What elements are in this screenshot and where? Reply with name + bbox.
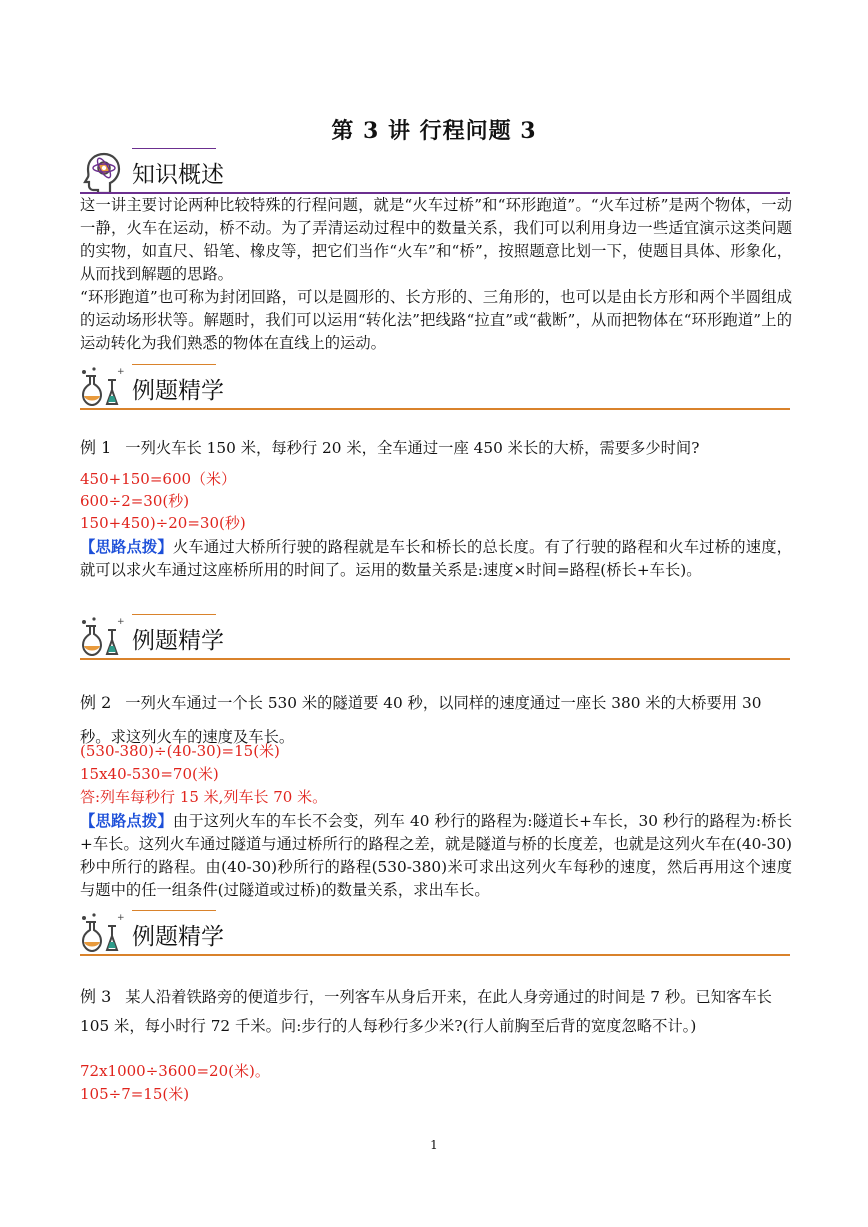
header-topline bbox=[132, 148, 216, 149]
section-rule bbox=[80, 658, 790, 660]
example-3-question bbox=[80, 982, 792, 1041]
header-topline bbox=[132, 910, 216, 911]
question-text: 一列火车长 150 米，每秒行 20 米，全车通过一座 450 米长的大桥，需要多少时间? bbox=[125, 439, 700, 457]
section-rule bbox=[80, 954, 790, 956]
question-text: 某人沿着铁路旁的便道步行，一列客车从身后开来，在此人身旁通过的时间是 7 秒。已知客车长 105 米，每小时行 72 千米。问:步行的人每秒行多少米?(行人前胸至后背的宽度忽略不计。) bbox=[80, 988, 772, 1035]
overview-paragraph-2: “环形跑道”也可称为封闭回路，可以是圆形的、长方形的、三角形的，也可以是由长方形和两个半圆组成的运动场形状等。解题时，我们可以运用“转化法”把线路“拉直”或“截断”，从而把物体在“环形跑道”上的运动转化为我们熟悉的物体在直线上的运动。 bbox=[80, 288, 792, 352]
example-label: 例 3 bbox=[80, 987, 112, 1006]
example-2-answer-1: (530-380)÷(40-30)=15(米) bbox=[80, 742, 280, 760]
example-2-answer-2: 15x40-530=70(米) bbox=[80, 765, 219, 783]
example-3-answer-1: 72x1000÷3600=20(米)。 bbox=[80, 1062, 270, 1080]
svg-text:+: + bbox=[117, 367, 125, 377]
section-header-overview bbox=[80, 150, 790, 194]
example-1-hint bbox=[80, 536, 792, 582]
section-rule bbox=[80, 408, 790, 410]
hint-text: 火车通过大桥所行驶的路程就是车长和桥长的总长度。有了行驶的路程和火车过桥的速度，就可以求火车通过这座桥所用的时间了。运用的数量关系是:速度×时间=路程(桥长+车长)。 bbox=[80, 538, 792, 579]
section-header-examples-2 bbox=[80, 616, 790, 660]
page-number: 1 bbox=[430, 1138, 438, 1152]
flask-icon bbox=[80, 912, 126, 956]
overview-paragraph-1: 这一讲主要讨论两种比较特殊的行程问题，就是“火车过桥”和“环形跑道”。“火车过桥”是两个物体，一动一静，火车在运动，桥不动。为了弄清运动过程中的数量关系，我们可以利用身边一些适宜演示这类问题的实物，如直尺、铅笔、橡皮等，把它们当作“火车”和“桥”，按照题意比划一下，使题目具体、形象化，从而找到解题的思路。 bbox=[80, 196, 792, 283]
head-gear-icon bbox=[80, 150, 126, 194]
section-header-examples-1 bbox=[80, 366, 790, 410]
hint-label: 【思路点拨】 bbox=[80, 538, 173, 556]
section-header-examples-3 bbox=[80, 912, 790, 956]
hint-text: 由于这列火车的车长不会变，列车 40 秒行的路程为:隧道长+车长，30 秒行的路程为:桥长+车长。这列火车通过隧道与通过桥所行的路程之差，就是隧道与桥的长度差，也就是这列火车在(40-30)秒中所行的路程。由(40-30)秒所行的路程(530-380)米可求出这列火车每秒的速度，然后再用这个速度与题中的任一组条件(过隧道或过桥)的数量关系，求出车长。 bbox=[80, 812, 792, 899]
section-title: 例题精学 bbox=[132, 628, 224, 654]
section-title: 知识概述 bbox=[132, 162, 224, 188]
example-1-answer-1: 450+150=600（米） bbox=[80, 470, 237, 488]
section-title: 例题精学 bbox=[132, 378, 224, 404]
example-1-answer-3: 150+450)÷20=30(秒) bbox=[80, 514, 246, 532]
section-title: 例题精学 bbox=[132, 924, 224, 950]
example-2-answer-3: 答:列车每秒行 15 米,列车长 70 米。 bbox=[80, 788, 328, 806]
example-3-answer-2: 105÷7=15(米) bbox=[80, 1085, 190, 1103]
example-2-hint bbox=[80, 810, 792, 902]
example-1-question bbox=[80, 436, 792, 460]
example-1-answer-2: 600÷2=30(秒) bbox=[80, 492, 190, 510]
page-title: 第 3 讲 行程问题 3 bbox=[331, 118, 537, 144]
flask-icon bbox=[80, 366, 126, 410]
example-label: 例 2 bbox=[80, 693, 112, 712]
header-topline bbox=[132, 614, 216, 615]
svg-text:+: + bbox=[117, 913, 125, 923]
header-topline bbox=[132, 364, 216, 365]
example-label: 例 1 bbox=[80, 438, 112, 457]
hint-label: 【思路点拨】 bbox=[80, 812, 173, 830]
question-text: 一列火车通过一个长 530 米的隧道要 40 秒，以同样的速度通过一座长 380 米的大桥要用 30 秒。求这列火车的速度及车长。 bbox=[80, 694, 762, 746]
flask-icon bbox=[80, 616, 126, 660]
svg-text:+: + bbox=[117, 617, 125, 627]
